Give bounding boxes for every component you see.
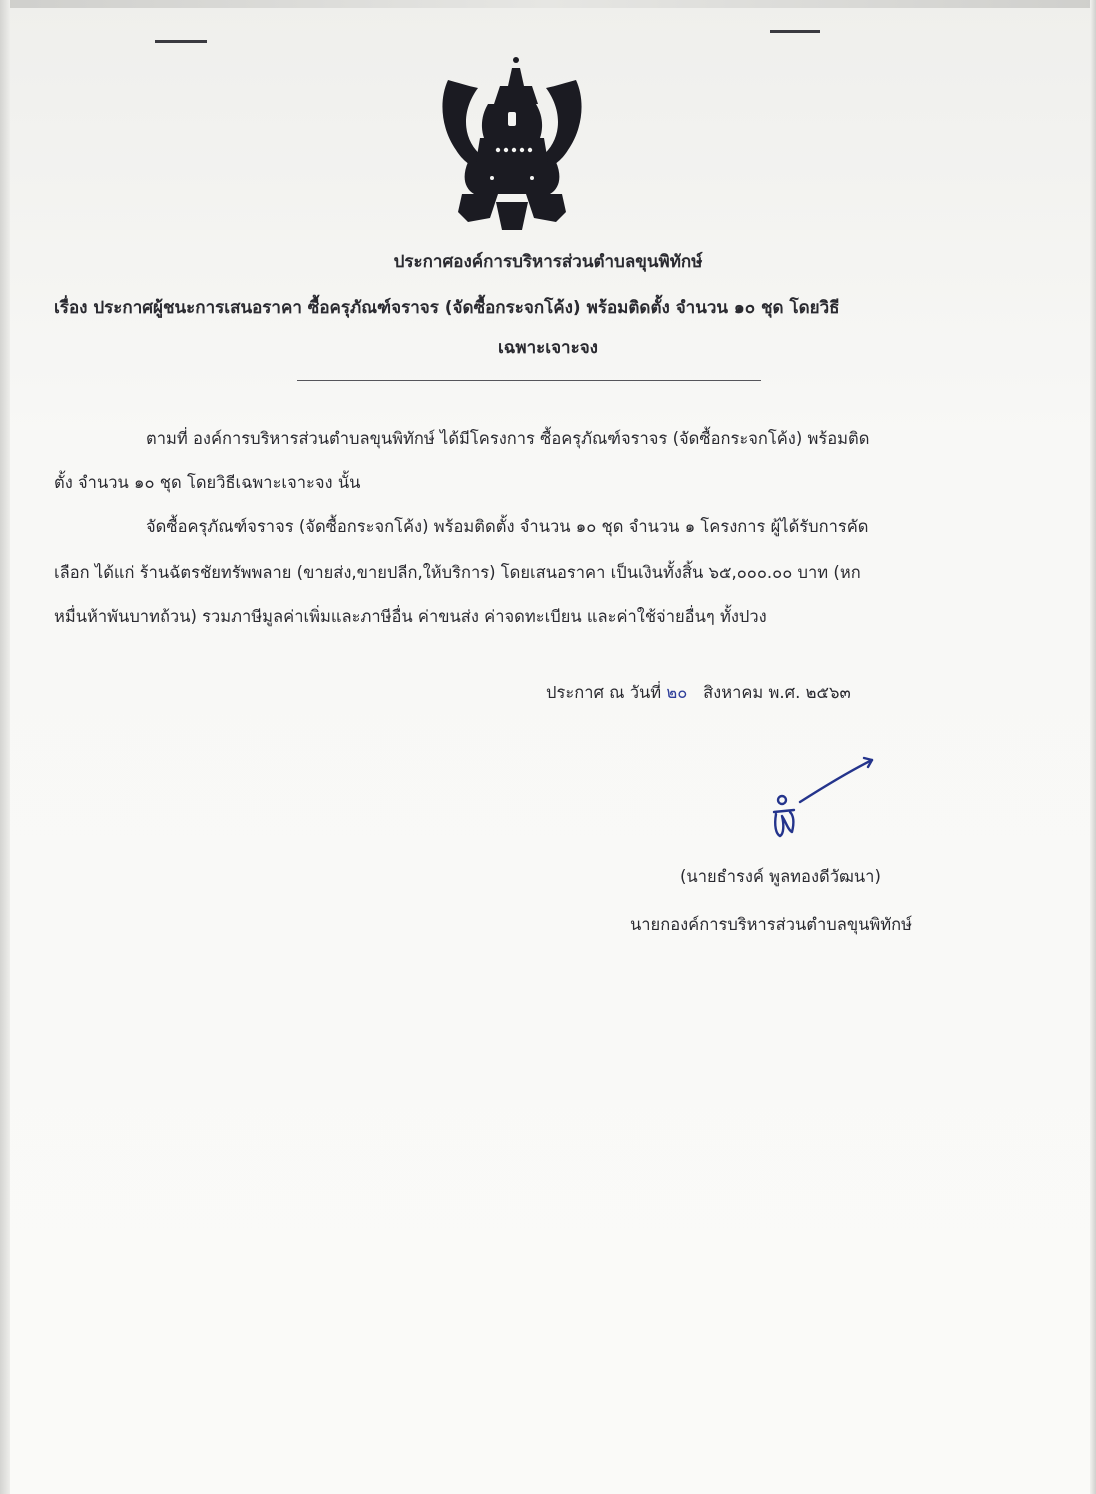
registration-mark-left: [155, 40, 207, 43]
paragraph-2-line-3: หมื่นห้าพันบาทถ้วน) รวมภาษีมูลค่าเพิ่มและภาษีอื่น ค่าขนส่ง ค่าจดทะเบียน และค่าใช้จ่ายอื่นๆ ทั้งปวง: [54, 607, 767, 626]
title-divider: [297, 380, 761, 381]
scan-edge-top: [0, 0, 1096, 8]
scan-edge-left: [0, 0, 10, 1494]
announcement-title: ประกาศองค์การบริหารส่วนตำบลขุนพิทักษ์: [393, 252, 703, 272]
paragraph-1-line-2: ตั้ง จำนวน ๑๐ ชุด โดยวิธีเฉพาะเจาะจง นั้น: [54, 473, 361, 492]
registration-mark-right: [770, 30, 820, 33]
scan-edge-right: [1090, 0, 1096, 1494]
date-prefix: ประกาศ ณ วันที่: [546, 683, 662, 702]
signatory-position: นายกองค์การบริหารส่วนตำบลขุนพิทักษ์: [630, 915, 913, 934]
garuda-emblem-icon: [438, 52, 586, 232]
paragraph-2-line-2: เลือก ได้แก่ ร้านฉัตรชัยทรัพพลาย (ขายส่ง,ขายปลีก,ให้บริการ) โดยเสนอราคา เป็นเงินทั้งสิ้น ๖๕,๐๐๐.๐๐ บาท (หก: [54, 563, 861, 582]
signatory-name: (นายธำรงค์ พูลทองดีวัฒนา): [680, 867, 881, 886]
paragraph-1-line-1: ตามที่ องค์การบริหารส่วนตำบลขุนพิทักษ์ ได้มีโครงการ ซื้อครุภัณฑ์จราจร (จัดซื้อกระจกโค้ง) พร้อมติด: [146, 429, 870, 448]
announcement-date: [546, 680, 851, 706]
date-day: ๒๐: [666, 683, 688, 702]
date-month-year: สิงหาคม พ.ศ. ๒๕๖๓: [703, 683, 851, 702]
handwritten-signature: [760, 752, 880, 862]
paragraph-2-line-1: จัดซื้อครุภัณฑ์จราจร (จัดซื้อกระจกโค้ง) พร้อมติดตั้ง จำนวน ๑๐ ชุด จำนวน ๑ โครงการ ผู้ได้รับการคัด: [146, 517, 869, 536]
announcement-subject-line-1: เรื่อง ประกาศผู้ชนะการเสนอราคา ซื้อครุภัณฑ์จราจร (จัดซื้อกระจกโค้ง) พร้อมติดตั้ง จำนวน ๑๐ ชุด โดยวิธี: [54, 298, 840, 318]
announcement-subject-line-2: เฉพาะเจาะจง: [498, 338, 598, 358]
